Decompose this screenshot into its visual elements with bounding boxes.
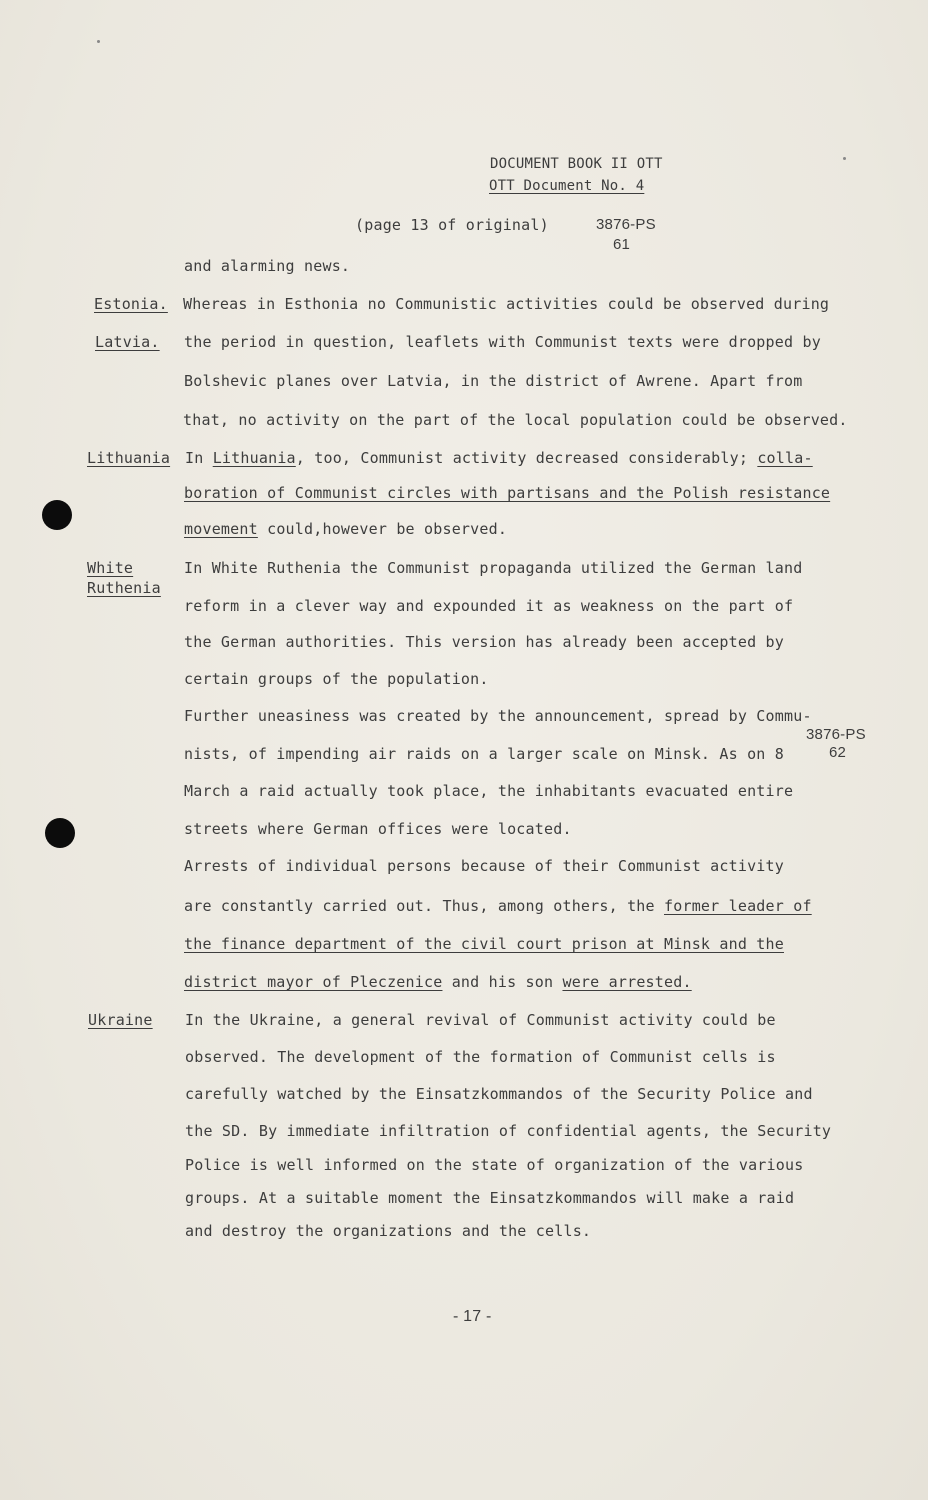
body-line: streets where German offices were located. [184,820,572,838]
body-line: March a raid actually took place, the inhabitants evacuated entire [184,782,794,800]
body-line: the German authorities. This version has already been accepted by [184,633,784,651]
body-line: In White Ruthenia the Communist propaganda utilized the German land [184,559,803,577]
body-text: In [185,449,213,467]
margin-label-ruthenia: Ruthenia [87,579,161,597]
body-line: Bolshevic planes over Latvia, in the district of Awrene. Apart from [184,372,803,390]
original-page-note: (page 13 of original) [355,216,549,234]
body-line: reform in a clever way and expounded it as weakness on the part of [184,597,794,615]
paper-speck [843,157,846,160]
body-line: that, no activity on the part of the local population could be observed. [183,411,848,429]
margin-label-ukraine: Ukraine [88,1011,153,1029]
body-line: nists, of impending air raids on a larger scale on Minsk. As on 8 [184,745,784,763]
body-line [184,973,692,991]
body-line: observed. The development of the formation of Communist cells is [185,1048,776,1066]
body-line: the period in question, leaflets with Communist texts were dropped by [184,333,821,351]
margin-label-lithuania: Lithuania [87,449,171,467]
body-line: Further uneasiness was created by the announcement, spread by Commu- [184,707,812,725]
body-text: and his son [442,973,563,991]
body-line: Arrests of individual persons because of their Communist activity [184,857,784,875]
reference-page: 61 [613,236,631,253]
inline-reference-page: 62 [829,744,847,761]
body-line: carefully watched by the Einsatzkommandos of the Security Police and [185,1085,813,1103]
body-line: and destroy the organizations and the cells. [185,1222,592,1240]
inline-reference-code: 3876-PS [806,726,866,743]
punch-hole-upper [42,500,72,530]
punch-hole-lower [45,818,75,848]
body-line: groups. At a suitable moment the Einsatzkommandos will make a raid [185,1189,795,1207]
underlined-text: Lithuania [212,449,296,467]
underlined-text: colla- [757,449,813,467]
underlined-text: district mayor of Pleczenice [184,973,443,991]
margin-label-white: White [87,559,134,577]
body-text: are constantly carried out. Thus, among others, the [184,897,664,915]
page-number: - 17 - [453,1308,492,1325]
body-line-underlined: the finance department of the civil court prison at Minsk and the [184,935,784,953]
margin-label-latvia: Latvia. [95,333,160,351]
body-line: Whereas in Esthonia no Communistic activities could be observed during [183,295,830,313]
underlined-text: movement [184,520,258,538]
body-line: the SD. By immediate infiltration of confidential agents, the Security [185,1122,832,1140]
body-text: , too, Communist activity decreased considerably; [295,449,758,467]
body-line: In the Ukraine, a general revival of Communist activity could be [185,1011,776,1029]
reference-code: 3876-PS [596,216,656,233]
body-line [185,449,813,467]
document-number: OTT Document No. 4 [489,178,645,194]
underlined-text: former leader of [664,897,812,915]
body-line-underlined: boration of Communist circles with partisans and the Polish resistance [184,484,831,502]
body-line [184,520,507,538]
body-line [184,897,812,915]
body-text: could,however be observed. [257,520,508,538]
body-line: certain groups of the population. [184,670,489,688]
underlined-text: were arrested. [562,973,692,991]
document-book-title: DOCUMENT BOOK II OTT [490,156,663,172]
margin-label-estonia: Estonia. [94,295,168,313]
body-line: and alarming news. [184,257,351,275]
body-line: Police is well informed on the state of organization of the various [185,1156,804,1174]
paper-speck [97,40,100,43]
